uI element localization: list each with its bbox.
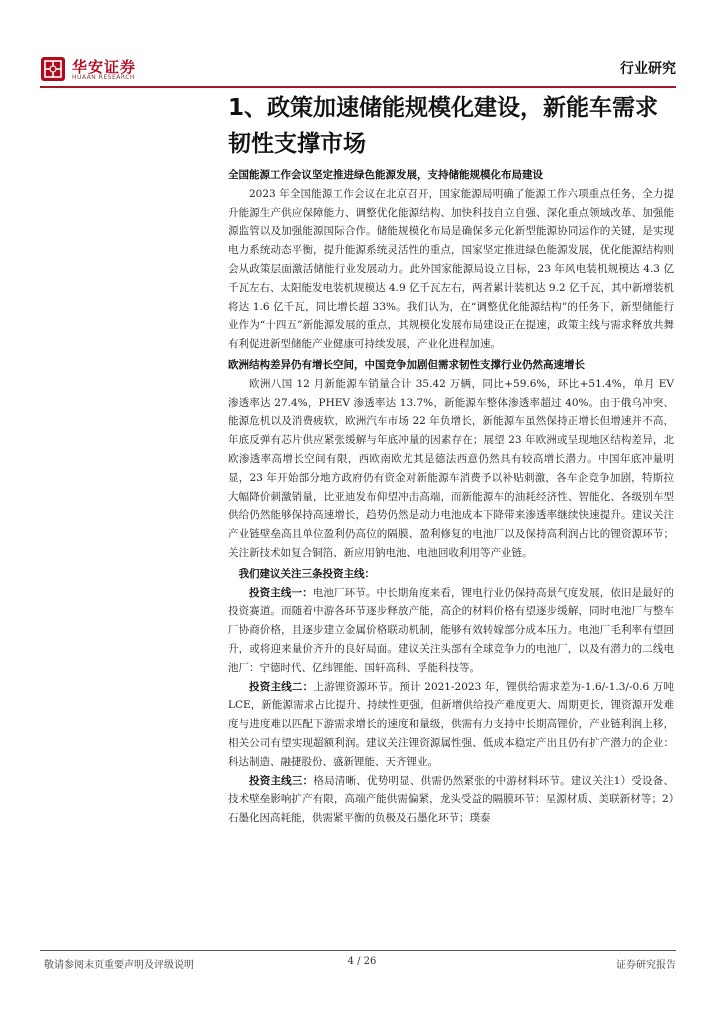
section-heading-energy-policy: 全国能源工作会议坚定推进绿色能源发展，支持储能规模化布局建设 <box>228 169 543 181</box>
paragraph-energy-policy: 2023 年全国能源工作会议在北京召开，国家能源局明确了能源工作六项重点任务，全力提升能源生产供应保障能力、调整优化能源结构、加快科技自立自强、深化重点领域改革、加强能源监管以及加强能源国际合作。储能规模化布局是确保多元化新型能源协同运作的关键，是实现电力系统动态平衡，提升能源系统灵活性的重点，国家坚定推进绿色能源发展，优化能源结构则会从政策层面激活储能行业发展动力。此外国家能源局设立目标，23 年风电装机规模达 4.3 亿千瓦左右、太阳能发电装机规模达 4.9 亿千瓦左右，两者累计装机达 9.2 亿千瓦，其中新增装机将达 1.6 亿千瓦，同比增长超 33%。我们认为，在“调整优化能源结构”的任务下，新型储能行业作为“十四五”新能源发展的重点，其规模化发展布局建设正在提速，政策主线与需求释放共舞有利促进新型储能产业健康可持续发展，产业化进程加速。 <box>228 187 674 351</box>
logo-name-en: HUAAN RESEARCH <box>72 74 135 81</box>
paragraph-investment-line-1 <box>228 584 674 678</box>
header-divider <box>40 86 676 88</box>
logo-name-cn: 华安证券 <box>72 58 137 76</box>
paragraph-investment-line-3 <box>228 772 674 828</box>
section-tag: 行业研究 <box>620 61 676 77</box>
page-title: 1、政策加速储能规模化建设，新能车需求韧性支撑市场 <box>228 95 659 157</box>
paragraph-investment-line-2 <box>228 678 674 772</box>
investment-line-2-label: 投资主线二： <box>249 680 314 693</box>
investment-line-3-label: 投资主线三： <box>249 774 314 787</box>
investment-line-1-label: 投资主线一： <box>249 586 313 599</box>
paragraph-ev-demand: 欧洲八国 12 月新能源车销量合计 35.42 万辆，同比+59.6%，环比+51.4%，单月 EV 渗透率达 27.4%，PHEV 渗透率达 13.7%，新能源车整体渗透率超过 40%。由于俄乌冲突、能源危机以及消费疲软，欧洲汽车市场 22 年负增长，新能源车虽然保持正增长但增速并不高，年底反弹有芯片供应紧张缓解与年底冲量的因素存在；展望 23 年欧洲或呈现地区结构差异，北欧渗透率高增长空间有限，西欧南欧尤其是德法西意仍然具有较高增长潜力。中国年底冲量明显，23 年开始部分地方政府仍有资金对新能源车消费予以补贴刺激，各车企竞争加剧，特斯拉大幅降价刺激销量，比亚迪发布仰望冲击高端，而新能源车的油耗经济性、智能化、各级别车型供给仍然能够保持高速增长，趋势仍然是动力电池成本下降带来渗透率继续快速提升。建议关注产业链壁垒高且单位盈利仍高位的隔膜、盈利修复的电池厂以及保持高利润占比的锂资源环节；关注新技术如复合铜箔、新应用钠电池、电池回收利用等产业链。 <box>228 377 674 559</box>
footer-divider <box>40 950 676 951</box>
page-number: 4 / 26 <box>347 956 377 967</box>
investment-line-1-text: 电池厂环节。中长期角度来看，锂电行业仍保持高景气度发展，依旧是最好的投资赛道。而随着中游各环节逐步释放产能，高企的材料价格有望逐步缓解，同时电池厂与整车厂协商价格，且逐步建立金属价格联动机制，能够有效转嫁部分成本压力。电池厂毛利率有望回升，或将迎来量价齐升的良好局面。建议关注头部有全球竞争力的电池厂，以及有潜力的二线电池厂：宁德时代、亿纬锂能、国轩高科、孚能科技等。 <box>228 586 675 674</box>
footer-disclaimer: 敬请参阅末页重要声明及评级说明 <box>44 960 194 971</box>
page-header <box>40 52 676 88</box>
section-heading-investment-lines: 我们建议关注三条投资主线： <box>238 567 375 580</box>
investment-line-2-text: 上游锂资源环节。预计 2021-2023 年，锂供给需求差为-1.6/-1.3/-0.6 万吨 LCE，新能源需求占比提升、持续性更强，但新增供给投产难度更大、周期更长，锂资源开发难度与进度难以匹配下游需求增长的速度和量级，供需有力支持中长期高锂价，产业链利润上移，相关公司有望实现超额利润。建议关注锂资源属性强、低成本稳定产出且仍有扩产潜力的企业：科达制造、融捷股份、盛新锂能、天齐锂业。 <box>228 680 674 768</box>
huaan-logo-icon <box>40 56 66 82</box>
investment-line-3-text: 格局清晰、优势明显、供需仍然紧张的中游材料环节。建议关注1）受设备、技术壁垒影响扩产有限，高端产能供需偏紧，龙头受益的隔膜环节：星源材质、美联新材等；2）石墨化因高耗能，供需紧平衡的负极及石墨化环节；璞泰 <box>228 774 674 825</box>
footer-report-type: 证券研究报告 <box>616 960 676 971</box>
report-body <box>228 164 674 828</box>
section-heading-ev-demand: 欧洲结构差异仍有增长空间，中国竞争加剧但需求韧性支撑行业仍然高速增长 <box>228 358 585 371</box>
